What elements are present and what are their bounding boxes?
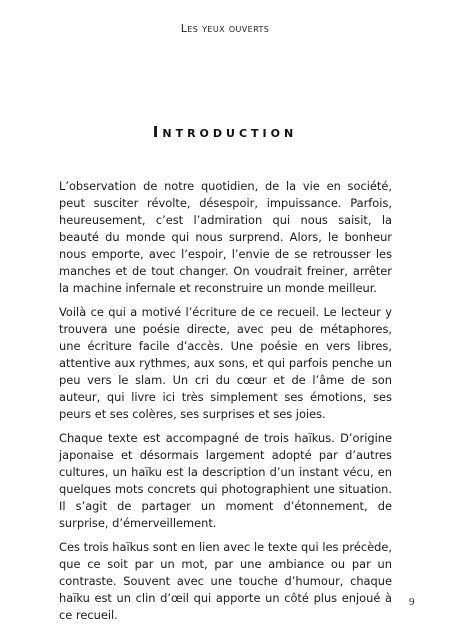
paragraph: L’observation de notre quotidien, de la vie en société, peut susciter révolte, désespoir, impuissance. Parfois, heureusement, c’est l’admiration qui nous saisit, la beauté du monde qui nous surprend. Alors, le bonheur nous emporte, avec l’espoir, l’envie de se retrousser les manches et de tout changer. On voudrait freiner, arrêter la machine infernale et reconstruire un monde meilleur.	[59, 179, 392, 295]
chapter-title: Introduction	[152, 123, 298, 141]
paragraph: Chaque texte est accompagné de trois haïkus. D’origine japonaise et désormais largement adopté par d’autres cultures, un haïku est la description d’un instant vécu, en quelques mots concrets qui photographient une situation. Il s’agit de partager un moment d’étonnement, de surprise, d’émerveillement.	[59, 431, 392, 530]
page-number: 9	[409, 596, 415, 608]
body-text	[59, 178, 392, 631]
paragraph: Ces trois haïkus sont en lien avec le texte qui les précède, que ce soit par un mot, par une ambiance ou par un contraste. Souvent avec une touche d’humour, chaque haïku est un clin d’œil qui apporte un côté plus enjoué à ce recueil.	[59, 540, 392, 622]
paragraph: Voilà ce qui a motivé l’écriture de ce recueil. Le lecteur y trouvera une poésie directe, avec peu de métaphores, une écriture facile d’accès. Une poésie en vers libres, attentive aux rythmes, aux sons, et qui parfois penche un peu vers le slam. Un cri du cœur et de l’âme de son auteur, qui livre ici très simplement ses émotions, ses peurs et ses colères, ses surprises et ses joies.	[59, 305, 392, 421]
running-header: Les yeux ouverts	[180, 22, 270, 35]
